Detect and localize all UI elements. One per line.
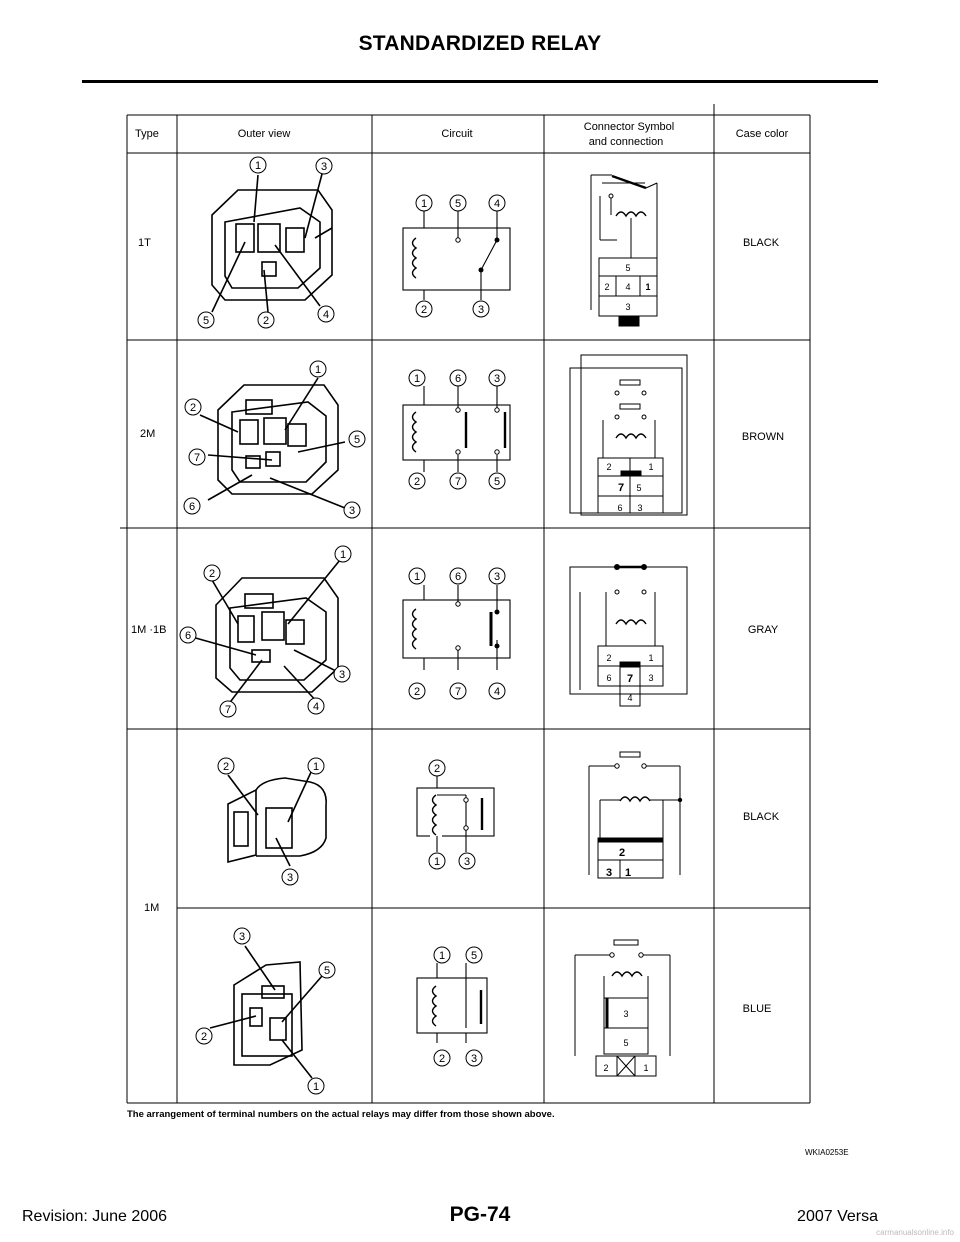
connector-1t (591, 175, 657, 326)
terminal-number-1: 1 (438, 950, 446, 962)
conn-1t-term-2: 2 (604, 282, 610, 292)
type-1m: 1M (144, 902, 160, 914)
connector-1m-1b (570, 567, 687, 706)
terminal-number-2: 2 (433, 763, 441, 775)
terminal-number-3: 3 (320, 161, 328, 173)
conn-1t-term-3: 3 (625, 302, 631, 312)
terminal-number-1: 1 (433, 856, 441, 868)
circuit-1m-blue (417, 963, 487, 1043)
terminal-number-2: 2 (222, 761, 230, 773)
header-connector-connection: and connection (588, 136, 664, 148)
terminal-number-3: 3 (477, 304, 485, 316)
terminal-number-7: 7 (193, 452, 201, 464)
terminal-number-2: 2 (413, 686, 421, 698)
conn-1t-term-4: 4 (625, 282, 631, 292)
type-1m-1b: 1M ·1B (131, 624, 167, 636)
terminal-number-3: 3 (463, 856, 471, 868)
outer-view-1m-1b (192, 560, 340, 705)
terminal-number-5: 5 (493, 476, 501, 488)
terminal-number-5: 5 (454, 198, 462, 210)
conn-2m-term-6: 6 (617, 503, 623, 513)
conn-blue-term-1: 1 (643, 1063, 649, 1073)
case-color-brown: BROWN (741, 431, 785, 443)
terminal-number-6: 6 (184, 630, 192, 642)
outer-view-1m-black (228, 770, 326, 866)
terminal-number-2: 2 (420, 304, 428, 316)
page-number: PG-74 (449, 1203, 511, 1226)
conn-blue-term-2: 2 (603, 1063, 609, 1073)
terminal-number-2: 2 (189, 402, 197, 414)
conn-2m-term-1: 1 (648, 462, 654, 472)
terminal-number-3: 3 (470, 1053, 478, 1065)
page-title: STANDARDIZED RELAY (358, 32, 602, 55)
terminal-number-4: 4 (493, 198, 501, 210)
conn-1mb-term-1: 1 (624, 867, 632, 879)
outer-view-1m-blue (210, 946, 322, 1078)
conn-1m1b-term-1: 1 (648, 653, 654, 663)
circuit-1m-1b (403, 585, 510, 670)
terminal-number-1: 1 (413, 373, 421, 385)
header-case-color: Case color (735, 128, 789, 140)
connector-2m (570, 355, 687, 515)
conn-blue-term-3: 3 (623, 1009, 629, 1019)
terminal-number-2: 2 (200, 1031, 208, 1043)
figure-code: WKIA0253E (805, 1148, 849, 1157)
watermark: carmanualsonline.info (876, 1228, 954, 1237)
vehicle-model: 2007 Versa (797, 1208, 878, 1225)
terminal-number-5: 5 (470, 950, 478, 962)
terminal-number-1: 1 (339, 549, 347, 561)
conn-2m-term-3: 3 (637, 503, 643, 513)
terminal-number-7: 7 (224, 704, 232, 716)
terminal-number-7: 7 (454, 686, 462, 698)
table-grid (120, 104, 810, 1103)
terminal-number-6: 6 (454, 373, 462, 385)
conn-1m1b-term-6: 6 (606, 673, 612, 683)
case-color-gray: GRAY (747, 624, 779, 636)
type-2m: 2M (140, 428, 156, 440)
terminal-number-3: 3 (338, 669, 346, 681)
terminal-number-2: 2 (208, 568, 216, 580)
conn-2m-term-5: 5 (636, 483, 642, 493)
circuit-2m (403, 386, 510, 472)
terminal-number-1: 1 (312, 761, 320, 773)
terminal-number-3: 3 (286, 872, 294, 884)
terminal-number-5: 5 (202, 315, 210, 327)
conn-1m1b-term-7: 7 (626, 673, 634, 685)
terminal-number-1: 1 (254, 160, 262, 172)
terminal-number-5: 5 (353, 434, 361, 446)
terminal-number-4: 4 (493, 686, 501, 698)
conn-2m-term-7: 7 (617, 482, 625, 494)
terminal-number-1: 1 (420, 198, 428, 210)
header-type: Type (135, 128, 159, 140)
header-circuit: Circuit (441, 128, 473, 140)
connector-1m-black (589, 752, 680, 878)
conn-1m1b-term-2: 2 (606, 653, 612, 663)
terminal-number-1: 1 (314, 364, 322, 376)
case-color-blue: BLUE (742, 1003, 772, 1015)
terminal-number-7: 7 (454, 476, 462, 488)
header-outer-view: Outer view (237, 128, 291, 140)
outer-view-2m (200, 378, 345, 508)
type-1t: 1T (138, 237, 151, 249)
circuit-1t (403, 210, 510, 300)
terminal-number-6: 6 (454, 571, 462, 583)
conn-1t-term-5: 5 (625, 263, 631, 273)
terminal-number-5: 5 (323, 965, 331, 977)
circuit-2m-contacts (456, 408, 499, 454)
conn-1mb-term-3: 3 (605, 867, 613, 879)
terminal-number-3: 3 (493, 373, 501, 385)
terminal-number-4: 4 (322, 309, 330, 321)
terminal-number-4: 4 (312, 701, 320, 713)
outer-view-1t (212, 174, 332, 312)
conn-1mb-term-2: 2 (618, 847, 626, 859)
revision-date: Revision: June 2006 (22, 1208, 167, 1225)
terminal-number-2: 2 (262, 315, 270, 327)
arrangement-note: The arrangement of terminal numbers on the actual relays may differ from those shown above. (127, 1109, 555, 1120)
conn-1m1b-term-3: 3 (648, 673, 654, 683)
terminal-number-2: 2 (413, 476, 421, 488)
conn-2m-term-2: 2 (606, 462, 612, 472)
terminal-number-2: 2 (438, 1053, 446, 1065)
conn-blue-term-5: 5 (623, 1038, 629, 1048)
terminal-number-1: 1 (312, 1081, 320, 1093)
header-connector-symbol: Connector Symbol (583, 121, 675, 133)
terminal-number-3: 3 (238, 931, 246, 943)
case-color-black-1m: BLACK (742, 811, 780, 823)
terminal-number-6: 6 (188, 501, 196, 513)
terminal-number-3: 3 (493, 571, 501, 583)
terminal-number-3: 3 (348, 505, 356, 517)
conn-1m1b-term-4: 4 (627, 693, 633, 703)
case-color-black-1t: BLACK (742, 237, 780, 249)
circuit-1t-contacts (456, 238, 500, 273)
terminal-number-1: 1 (413, 571, 421, 583)
conn-1t-term-1: 1 (645, 282, 651, 292)
connector-1m-blue (575, 940, 670, 1076)
circuit-1m-1b-contacts (456, 602, 500, 650)
circuit-1m-black (417, 774, 494, 852)
